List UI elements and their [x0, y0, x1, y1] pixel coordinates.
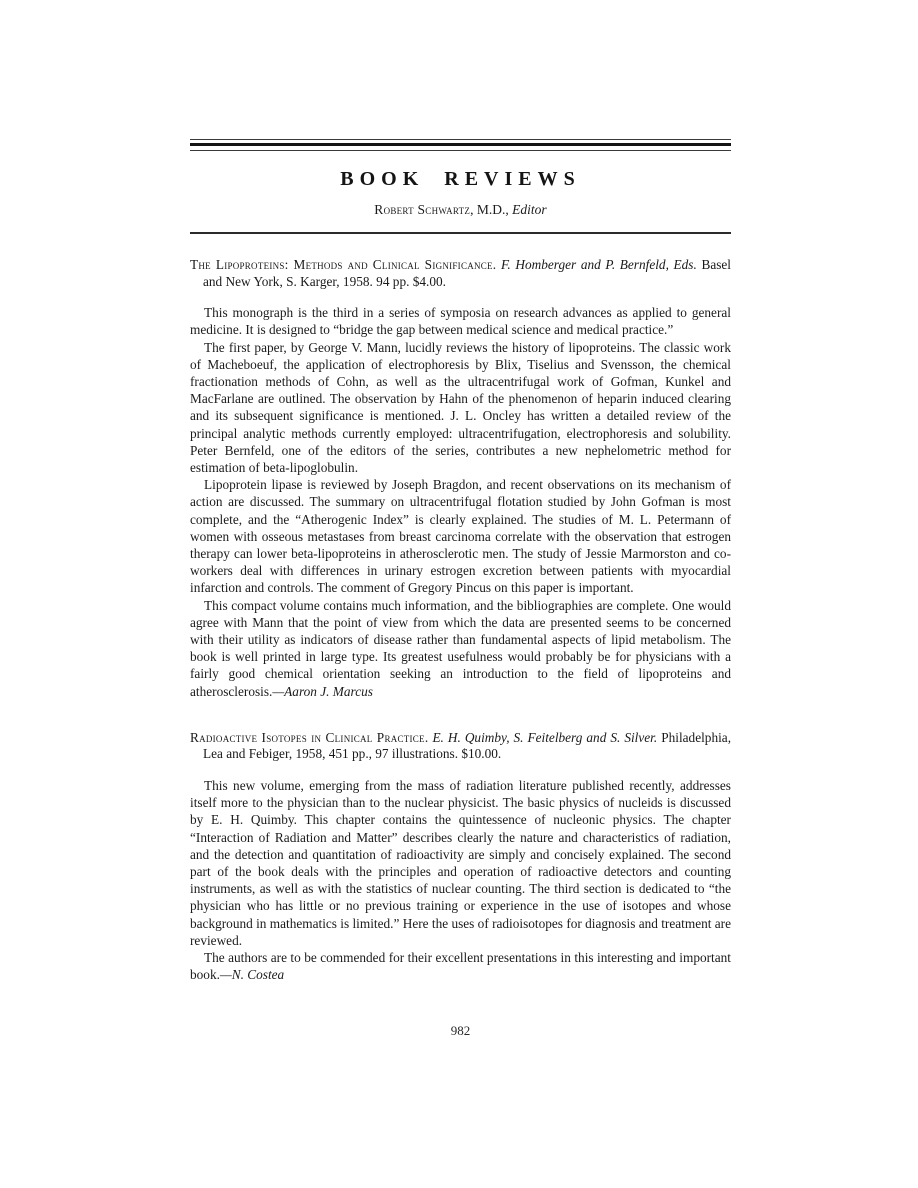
- review-paragraph: Lipoprotein lipase is reviewed by Joseph Bragdon, and recent observations on its mechanism of action are discussed. The summary on ultracentrifugal flotation studied by John Gofman is most complete, and the “Atherogenic Index” is clearly explained. The studies of M. L. Petermann of women with osseous metastases from breast carcinoma correlate with the observation that estrogen therapy can lower beta-lipoproteins in atherosclerotic men. The study of Jessie Marmorston and co-workers deal with differences in urinary estrogen excretion between patients with myocardial infarction and controls. The comment of Gregory Pincus on this paper is important.: [190, 477, 731, 596]
- rule-line: [190, 143, 731, 146]
- editor-line: [190, 202, 731, 218]
- citation-publication: Basel and New York, S. Karger, 1958. 94 pp. $4.00.: [203, 257, 731, 289]
- citation-publication: Philadelphia, Lea and Febiger, 1958, 451 pp., 97 illustrations. $10.00.: [203, 729, 732, 762]
- page-content: [190, 139, 731, 983]
- reviewer-signature: —N. Costea: [219, 967, 285, 983]
- citation: [190, 257, 731, 290]
- review-paragraph: This monograph is the third in a series of symposia on research advances as applied to general medicine. It is designed to “bridge the gap between medical science and medical practice.”: [190, 305, 731, 338]
- book-review-isotopes: [190, 730, 731, 984]
- closing-paragraph: [190, 949, 731, 983]
- citation-title: Radioactive Isotopes in Clinical Practice.: [190, 729, 429, 745]
- rule-line: [190, 150, 731, 151]
- page-title: BOOK REVIEWS: [340, 168, 581, 190]
- editor-name: Robert Schwartz: [374, 202, 471, 217]
- header-top-rule: [190, 139, 731, 151]
- closing-text: This compact volume contains much information, and the bibliographies are complete. One would agree with Mann that the point of view from which the data are presented seems to be concerned with their utility as indicators of disease rather than fundamental aspects of lipid metabolism. The book is well printed in large type. Its greatest usefulness would probably be for physicians with a fairly good chemical orientation seeking an introduction to the field of lipoproteins and atherosclerosis.: [190, 597, 731, 699]
- review-paragraph: The first paper, by George V. Mann, lucidly reviews the history of lipoproteins. The classic work of Macheboeuf, the application of electrophoresis by Blix, Tiselius and Svensson, the chemical fractionation methods of Cohn, as well as the ultracentrifugal work of Gofman, Kunkel and MacFarlane are outlined. The observation by Hahn of the phenomenon of heparin induced clearing and its subsequent significance is mentioned. J. L. Oncley has written a detailed review of the principal analytic methods currently employed: ultracentrifugation, electrophoresis and solubility. Peter Bernfeld, one of the editors of the series, contributes a new nephelometric method for estimation of beta-lipoglobulin.: [190, 339, 731, 476]
- closing-text: The authors are to be commended for their excellent presentations in this interesting and important book.: [190, 950, 731, 983]
- editor-role: Editor: [512, 202, 547, 217]
- page-number: 982: [450, 1023, 471, 1038]
- citation-authors: E. H. Quimby, S. Feitelberg and S. Silver.: [432, 729, 658, 745]
- editor-credentials: , M.D.,: [470, 202, 513, 217]
- header-bottom-rule: [190, 232, 731, 234]
- rule-line: [190, 139, 731, 140]
- review-paragraph: This new volume, emerging from the mass of radiation literature published recently, addresses itself more to the physician than to the nuclear physicist. The basic physics of nucleids is discussed by E. H. Quimby. This chapter contains the quintessence of nucleonic physics. The chapter “Interaction of Radiation and Matter” describes clearly the nature and characteristics of radiation, and the detection and quantitation of radioactivity are simply and concisely explained. The second part of the book deals with the principles and operation of radioactive detectors and counting instruments, as well as with the statistics of nuclear counting. The third section is dedicated to “the physician who has little or no previous training or experience in the use of isotopes and whose background in mathematics is limited.” Here the uses of radioisotopes for diagnosis and treatment are reviewed.: [190, 778, 731, 948]
- citation-authors: F. Homberger and P. Bernfeld, Eds.: [501, 257, 697, 272]
- page-header: [190, 139, 731, 234]
- closing-paragraph: [190, 597, 731, 700]
- citation-title: The Lipoproteins: Methods and Clinical Significance.: [190, 257, 497, 272]
- citation: [190, 730, 731, 763]
- reviewer-signature: —Aaron J. Marcus: [272, 683, 373, 699]
- book-review-lipoproteins: [190, 257, 731, 700]
